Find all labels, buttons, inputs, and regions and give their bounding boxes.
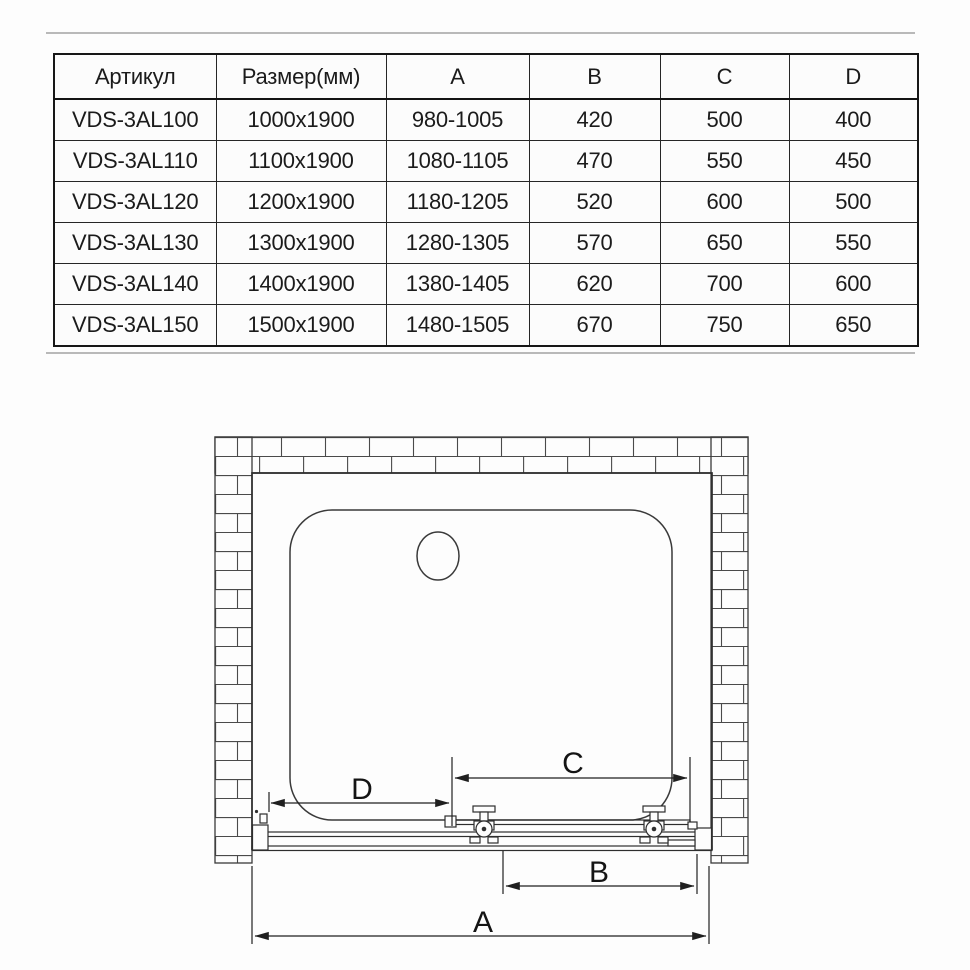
drain-circle [417,532,459,580]
table-cell: 420 [529,99,660,141]
brick-wall-right-column [711,437,748,863]
table-cell: 600 [789,264,918,305]
table-cell: 450 [789,141,918,182]
table-cell: 470 [529,141,660,182]
left-wall-profile [253,810,269,850]
table-cell: 500 [660,99,789,141]
shower-tray [290,510,672,820]
installation-diagram [0,385,970,970]
table-row [54,99,918,141]
table-cell: 700 [660,264,789,305]
rail-end-bracket [445,816,456,827]
dimension-label-c: C [562,747,584,780]
table-cell: 1200x1900 [216,182,386,223]
table-cell: 750 [660,305,789,347]
table-cell: VDS-3AL150 [54,305,216,347]
table-cell: 520 [529,182,660,223]
table-cell: 980-1005 [386,99,529,141]
brick-wall-top-band [215,437,748,473]
table-cell: 1400x1900 [216,264,386,305]
table-cell: 1000x1900 [216,99,386,141]
scan-artifact-line-top [46,32,915,34]
table-cell: 400 [789,99,918,141]
table-cell: 670 [529,305,660,347]
table-cell: 500 [789,182,918,223]
dimension-label-d: D [351,773,373,806]
brick-wall-left-column [215,437,252,863]
table-cell: 620 [529,264,660,305]
table-header-cell: Артикул [54,54,216,99]
table-header-cell: C [660,54,789,99]
size-table [53,53,919,347]
roller-assembly-right [640,806,668,843]
dimension-label-b: B [588,856,610,889]
table-row [54,305,918,347]
bottom-frame-profile [252,846,712,851]
table-header-cell: A [386,54,529,99]
table-cell: 600 [660,182,789,223]
table-cell: VDS-3AL110 [54,141,216,182]
table-cell: VDS-3AL140 [54,264,216,305]
table-cell: 1480-1505 [386,305,529,347]
table-row [54,223,918,264]
table-cell: 550 [660,141,789,182]
dimension-label-a: A [472,906,494,939]
table-header-cell: B [529,54,660,99]
table-cell: 570 [529,223,660,264]
table-cell: 1300x1900 [216,223,386,264]
table-cell: VDS-3AL130 [54,223,216,264]
table-cell: VDS-3AL100 [54,99,216,141]
table-row [54,182,918,223]
table-header-cell: D [789,54,918,99]
table-header-cell: Размер(мм) [216,54,386,99]
table-cell: 1380-1405 [386,264,529,305]
roller-assembly-left [470,806,498,843]
table-cell: 650 [789,305,918,347]
installation-diagram-svg [0,385,970,970]
table-cell: 1080-1105 [386,141,529,182]
table-cell: VDS-3AL120 [54,182,216,223]
table-cell: 1280-1305 [386,223,529,264]
scan-artifact-line-bottom [46,352,915,354]
table-row [54,141,918,182]
table-header-row [54,54,918,99]
table-cell: 1500x1900 [216,305,386,347]
table-cell: 550 [789,223,918,264]
table-row [54,264,918,305]
table-cell: 1180-1205 [386,182,529,223]
table-cell: 650 [660,223,789,264]
table-cell: 1100x1900 [216,141,386,182]
